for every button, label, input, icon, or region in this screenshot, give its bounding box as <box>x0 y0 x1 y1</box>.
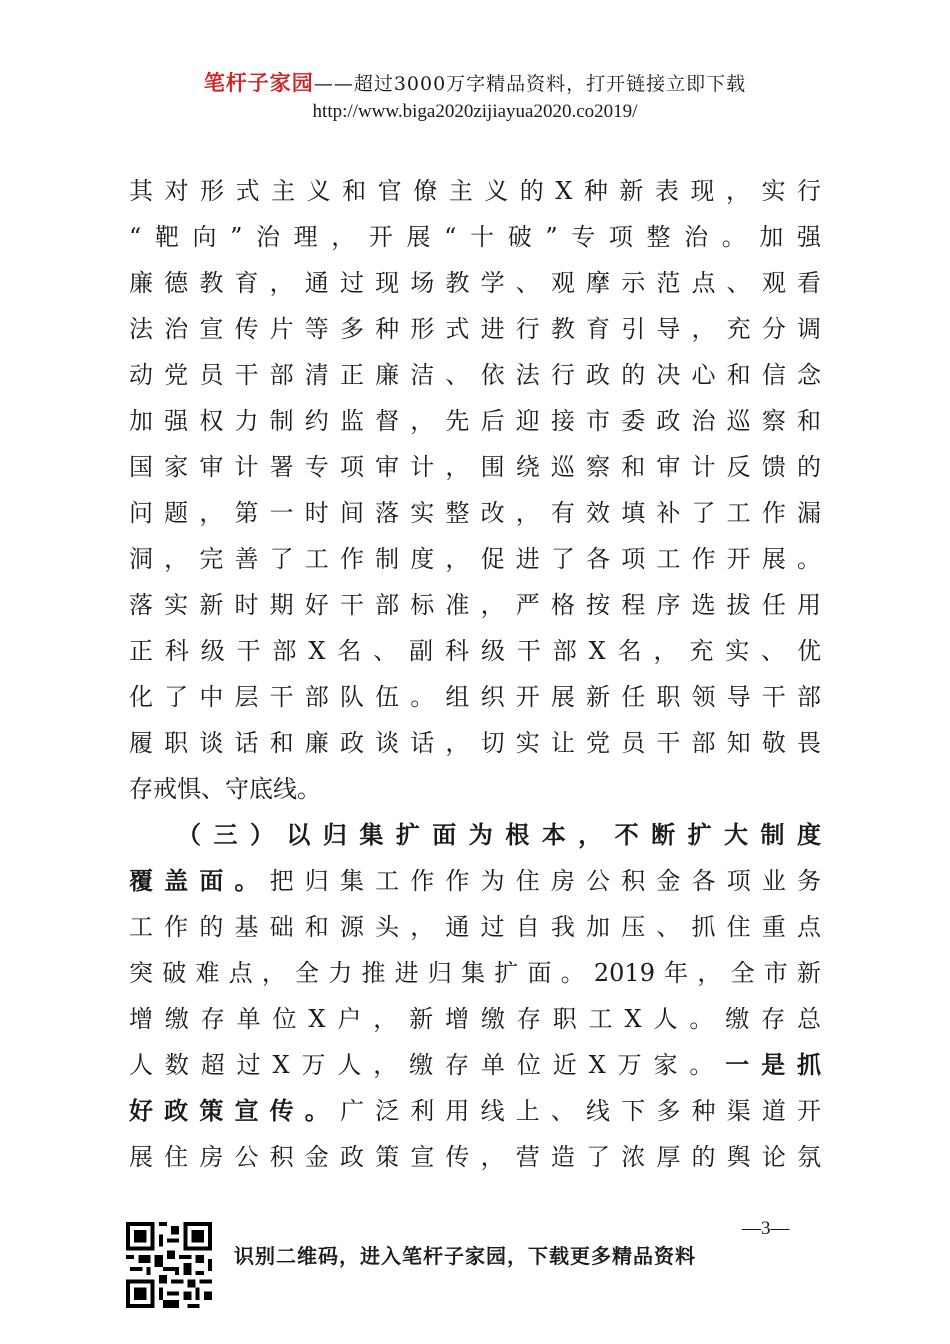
body-line: 廉德教育，通过现场教学、观摩示范点、观看 <box>129 269 821 297</box>
header-tagline: ——超过3000万字精品资料，打开链接立即下载 <box>313 73 747 95</box>
body-line: 洞，完善了工作制度，促进了各项工作开展。 <box>129 545 821 573</box>
body-line: 化了中层干部队伍。组织开展新任职领导干部 <box>129 683 821 711</box>
body-line: 正科级干部X名、副科级干部X名，充实、优 <box>129 637 821 665</box>
qr-code-icon[interactable] <box>126 1222 212 1308</box>
section-text: 把归集工作作为住房公积金各项业务 <box>269 867 822 895</box>
body-line: 问题，第一时间落实整改，有效填补了工作漏 <box>129 499 821 527</box>
section-heading: （三）以归集扩面为根本，不断扩大制度 <box>177 820 821 849</box>
body-line: 突破难点，全力推进归集扩面。2019年，全市新 <box>129 959 821 987</box>
body-line: “靶向”治理，开展“十破”专项整治。加强 <box>129 223 821 251</box>
header-url[interactable]: http://www.biga2020zijiayua2020.co2019/ <box>312 101 638 122</box>
body-line: 其对形式主义和官僚主义的X种新表现，实行 <box>129 177 821 205</box>
body-line: 人数超过X万人，缴存单位近X万家。一是抓 <box>129 1050 822 1079</box>
body-line: 加强权力制约监督，先后迎接市委政治巡察和 <box>129 407 821 435</box>
document-body <box>129 168 821 1180</box>
body-line: 存戒惧、守底线。 <box>129 775 321 803</box>
body-line: 法治宣传片等多种形式进行教育引导，充分调 <box>129 315 821 343</box>
body-line: 好政策宣传。广泛利用线上、线下多种渠道开 <box>129 1096 822 1125</box>
body-line: 展住房公积金政策宣传，营造了浓厚的舆论氛 <box>129 1143 821 1171</box>
point-one-label-end: 好政策宣传。 <box>129 1096 340 1125</box>
body-line: 增缴存单位X户，新增缴存职工X人。缴存总 <box>129 1005 821 1033</box>
section-heading-continued <box>129 858 821 904</box>
body-line: 履职谈话和廉政谈话，切实让党员干部知敬畏 <box>129 729 821 757</box>
section-heading-end: 覆盖面。 <box>129 866 270 895</box>
body-line: 国家审计署专项审计，围绕巡察和审计反馈的 <box>129 453 821 481</box>
point-one-label: 一是抓 <box>725 1050 822 1079</box>
body-line: 工作的基础和源头，通过自我加压、抓住重点 <box>129 913 821 941</box>
page-header <box>0 68 950 125</box>
footer-note: 识别二维码，进入笔杆子家园，下载更多精品资料 <box>234 1244 696 1268</box>
brand-name: 笔杆子家园 <box>203 70 314 95</box>
body-line: 落实新时期好干部标准，严格按程序选拔任用 <box>129 591 821 619</box>
body-line: 动党员干部清正廉洁、依法行政的决心和信念 <box>129 361 821 389</box>
page-number: —3— <box>742 1218 790 1239</box>
header-banner <box>0 68 950 99</box>
